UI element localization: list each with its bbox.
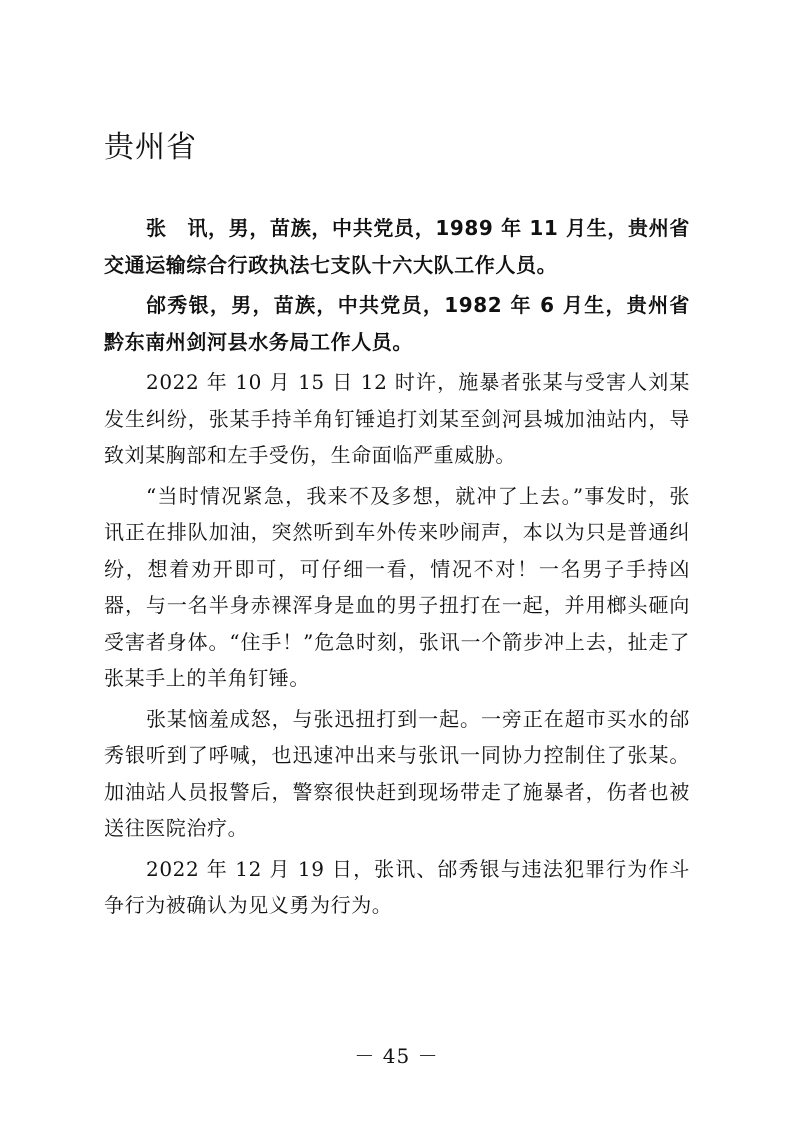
paragraph-recognition: 2022 年 12 月 19 日，张讯、邰秀银与违法犯罪行为作斗争行为被确认为见义勇为行为。 xyxy=(104,856,690,917)
paragraph-person-tai-xiuyin: 邰秀银，男，苗族，中共党员，1982 年 6 月生，贵州省黔东南州剑河县水务局工作人员。 xyxy=(104,293,690,354)
paragraph-intervention: “当时情况紧急，我来不及多想，就冲了上去。”事发时，张讯正在排队加油，突然听到车外传来吵闹声，本以为只是普通纠纷，想着劝开即可，可仔细一看，情况不对！一名男子手持凶器，与一名半身赤裸浑身是血的男子扭打在一起，并用榔头砸向受害者身体。“住手！”危急时刻，张讯一个箭步冲上去，扯走了张某手上的羊角钉锤。 xyxy=(104,483,690,690)
paragraph-incident: 2022 年 10 月 15 日 12 时许，施暴者张某与受害人刘某发生纠纷，张某手持羊角钉锤追打刘某至剑河县城加油站内，导致刘某胸部和左手受伤，生命面临严重威胁。 xyxy=(104,370,690,467)
paragraph-person-zhang-xun: 张 讯，男，苗族，中共党员，1989 年 11 月生，贵州省交通运输综合行政执法七支队十六大队工作人员。 xyxy=(104,216,690,277)
page-number: － 45 － xyxy=(354,1044,439,1068)
paragraph-control: 张某恼羞成怒，与张迅扭打到一起。一旁正在超市买水的邰秀银听到了呼喊，也迅速冲出来与张讯一同协力控制住了张某。加油站人员报警后，警察很快赶到现场带走了施暴者，伤者也被送往医院治疗。 xyxy=(104,706,690,840)
province-heading: 贵州省 xyxy=(104,130,197,165)
document-body xyxy=(104,210,690,928)
